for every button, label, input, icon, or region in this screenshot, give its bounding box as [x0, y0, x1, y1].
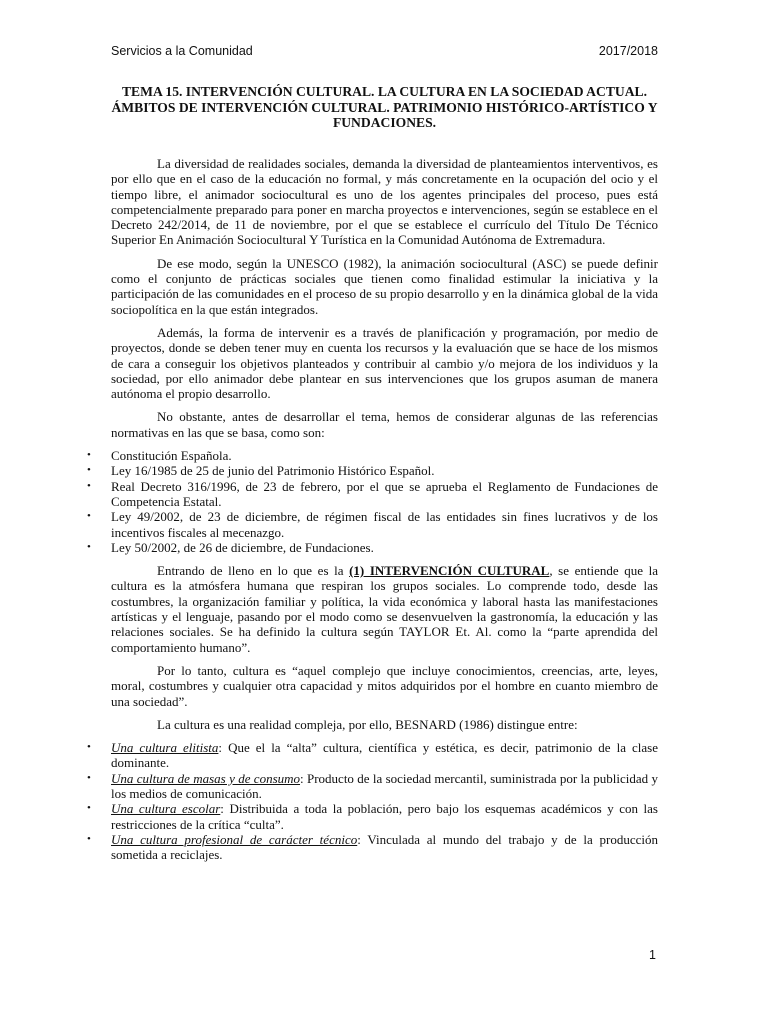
cultures-list: [87, 740, 659, 863]
bullet-icon: •: [87, 464, 91, 477]
list-item: • Real Decreto 316/1996, de 23 de febrero, por el que se aprueba el Reglamento de Fundaciones de Competencia Estatal.: [87, 478, 658, 509]
page-number: 1: [649, 948, 656, 962]
list-item: • Una cultura escolar: Distribuida a toda la población, pero bajo los esquemas académicos y con las restricciones de la crítica “culta”.: [87, 801, 658, 832]
paragraph-intro: La diversidad de realidades sociales, demanda la diversidad de planteamientos interventivos, es por ello que en el caso de la educación no formal, y más concretamente en la ocupación del ocio y el tiempo libre, el animador sociocultural es uno de los agentes principales del proceso, pues está competencialmente preparado para poner en marcha proyectos e intervenciones, según se establece en el Decreto 242/2014, de 11 de noviembre, por el que se establece el currículo del Título De Técnico Superior En Animación Sociocultural Y Turística en la Comunidad Autónoma de Extremadura.: [111, 156, 658, 248]
bullet-icon: •: [87, 449, 91, 462]
bullet-icon: •: [87, 510, 91, 523]
bullet-icon: •: [87, 741, 91, 754]
bullet-icon: •: [87, 540, 91, 553]
paragraph-culture-definition: Por lo tanto, cultura es “aquel complejo que incluye conocimientos, creencias, arte, leyes, moral, costumbres y cualquier otra capacidad y mitos adquiridos por el hombre en cuanto miembro de una sociedad”.: [111, 662, 658, 709]
bullet-icon: •: [87, 771, 91, 784]
paragraph-cultural-intervention: Entrando de lleno en lo que es la (1) INTERVENCIÓN CULTURAL, se entiende que la cultura es la atmósfera humana que respiran los grupos sociales. Lo comprende todo, desde las costumbres, la organización familiar y política, la vida económica y laboral hasta las manifestaciones artísticas y el lenguaje, pasando por el modo como se desenvuelven la gastronomía, la educación y las relaciones sociales. Se ha definido la cultura según TAYLOR Et. Al. como la “parte aprendida del comportamiento humano”.: [111, 563, 658, 655]
page-header: [111, 44, 658, 58]
list-item: • Una cultura profesional de carácter técnico: Vinculada al mundo del trabajo y de la producción sometida a reciclajes.: [87, 831, 659, 863]
list-item: • Ley 50/2002, de 26 de diciembre, de Fundaciones.: [87, 539, 374, 555]
bullet-icon: •: [87, 802, 91, 815]
header-course: Servicios a la Comunidad: [111, 44, 253, 58]
bullet-icon: •: [87, 832, 91, 845]
paragraph-references-intro: No obstante, antes de desarrollar el tema, hemos de considerar algunas de las referencias normativas en las que se basa, como son:: [111, 409, 658, 440]
list-item: • Constitución Española.: [87, 448, 232, 464]
section-heading-inline: (1) INTERVENCIÓN CULTURAL: [349, 563, 550, 579]
paragraph-intervention: Además, la forma de intervenir es a través de planificación y programación, por medio de proyectos, donde se deben tener muy en cuenta los recursos y la evaluación que se hace de los mismos de cara a conseguir los objetivos planteados y contribuir al cambio y/o mejora de los individuos y la sociedad, por ello animador debe plantear en sus intervenciones que los grupos asuman de manera autónoma el propio desarrollo.: [111, 324, 658, 402]
laws-list: [87, 448, 658, 555]
list-item: • Una cultura de masas y de consumo: Producto de la sociedad mercantil, suministrada por la publicidad y los medios de comunicación.: [87, 770, 658, 801]
header-year: 2017/2018: [598, 44, 658, 58]
list-item: • Ley 49/2002, de 23 de diciembre, de régimen fiscal de las entidades sin fines lucrativos y de los incentivos fiscales al mecenazgo.: [87, 509, 658, 540]
list-item: • Ley 16/1985 de 25 de junio del Patrimonio Histórico Español.: [87, 463, 435, 479]
paragraph-besnard: La cultura es una realidad compleja, por ello, BESNARD (1986) distingue entre:: [157, 716, 578, 732]
paragraph-unesco: De ese modo, según la UNESCO (1982), la animación sociocultural (ASC) se puede definir como el conjunto de prácticas sociales que tienen como finalidad estimular la iniciativa y la participación de las comunidades en el proceso de su propio desarrollo y en la dinámica global de la vida sociopolítica en la que están integrados.: [111, 255, 658, 317]
document-title: TEMA 15. INTERVENCIÓN CULTURAL. LA CULTURA EN LA SOCIEDAD ACTUAL. ÁMBITOS DE INTERVENCIÓN CULTURAL. PATRIMONIO HISTÓRICO-ARTÍSTICO Y FUNDACIONES.: [111, 84, 658, 130]
document-body: [87, 156, 659, 870]
list-item: • Una cultura elitista: Que el la “alta” cultura, científica y estética, es decir, patrimonio de la clase dominante.: [87, 740, 658, 771]
bullet-icon: •: [87, 479, 91, 492]
